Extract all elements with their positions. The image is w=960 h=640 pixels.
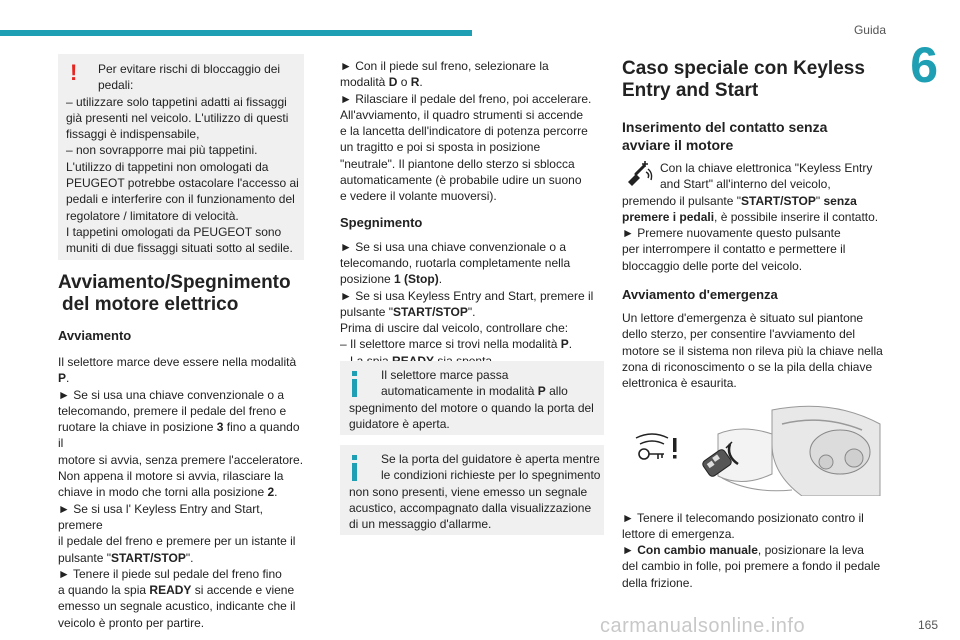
watermark: carmanualsonline.info xyxy=(600,615,806,637)
subheading-avviamento: Avviamento xyxy=(58,328,132,343)
key-signal-icon xyxy=(636,434,677,459)
section-start-stop: Avviamento/Spegnimento del motore elettrico Avviamento Il selettore marce deve essere nella modalità P. ► Se si usa una chiave convenzionale o a telecomando, premere il pedale del freno e ruotare la chiave in posizione 3 fino a quando il motore si avvia, senza premere l'acceleratore. Non appena il motore si avvia, rilasciare la chiave in modo che torni alla posizione 2. ► Se si usa l' Keyless Entry and Start, premere il pedale del freno e premere per un istante il pulsante "START/STOP". ► Tenere il piede sul pedale del freno fino a quando la spia READY si accende e viene emesso un segnale acustico, indicante che il veicolo è pronto per partire. xyxy=(58,272,304,630)
section-heading-keyless: Caso speciale con Keyless Entry and Start xyxy=(622,58,865,101)
warning-box xyxy=(58,54,304,260)
info-box-1: Il selettore marce passa automaticamente in modalità P allo spegnimento del motore o quando la porta del guidatore è aperta. xyxy=(340,361,604,435)
keyless-paragraph: Con la chiave elettronica "Keyless Entry and Start" all'interno del veicolo, premendo il pulsante "START/STOP" senza premere i pedali, è possibile inserire il contatto. ► Premere nuovamente questo pulsante per interrompere il contatto e permettere il bloccaggio delle porte del veicolo. xyxy=(622,161,879,273)
page-number: 165 xyxy=(917,618,938,632)
section-heading: Avviamento/Spegnimento del motore elettrico xyxy=(58,272,291,315)
emergency-reader-illustration xyxy=(622,404,884,496)
subheading-spegnimento: Spegnimento xyxy=(340,214,423,230)
section-title: Guida xyxy=(853,23,886,37)
warning-text: Per evitare rischi di bloccaggio dei pedali: – utilizzare solo tappetini adatti ai fissaggi già presenti nel veicolo. L'utilizzo di questi fissaggi è indispensabile, – non sovrapporre mai più tappetini. L'utilizzo di tappetini non omologati da PEUGEOT potrebbe ostacolare l'accesso ai pedali e interferire con il funzionamento del regolatore / limitatore di velocità. I tappetini omologati da PEUGEOT sono muniti di due fissaggi situati sotto al sedile. xyxy=(66,62,299,256)
subheading-inserimento: Inserimento del contatto senza avviare il motore xyxy=(622,119,828,153)
keyless-key-icon xyxy=(622,160,654,190)
warning-icon: ! xyxy=(70,60,78,85)
header-accent-bar xyxy=(0,30,472,36)
subheading-emergenza: Avviamento d'emergenza xyxy=(622,287,778,303)
paragraph: Il selettore marce deve essere nella modalità P. xyxy=(58,355,297,386)
steering-column-drawing xyxy=(698,404,884,496)
chapter-number: 6 xyxy=(910,37,938,93)
column-3: Caso speciale con Keyless Entry and Start Inserimento del contatto senza avviare il motore Con la chiave elettronica "Keyless Entry and Start" all'interno del veicolo, premendo il pulsante "START/STOP" senza premere i pedali, è possibile inserire il contatto. ► Premere nuovamente questo pulsante per interrompere il contatto e permettere il bloccaggio delle porte del veicolo. Avviamento d'emergenza Un lettore d'emergenza è situato sul piantone dello sterzo, per consentire l'avviamento del motore se il sistema non rileva più la chiave nella zona di riconoscimento o se la pila della chiave elettronica è esaurita. ► Tenere il telecomando posizionato contro il lettore di emergenza. ► Con cambio manuale, posizionare la leva del cambio in folle, poi premere a fondo il pedale della frizione. xyxy=(622,58,883,590)
info-box-2: Se la porta del guidatore è aperta mentre le condizioni richieste per lo spegnimento non sono presenti, viene emesso un segnale acustico, accompagnato dalla visualizzazione di un messaggio d'allarme. xyxy=(340,445,604,535)
column-2: ► Con il piede sul freno, selezionare la modalità D o R. ► Rilasciare il pedale del freno, poi accelerare. All'avviamento, il quadro strumenti si accende e la lancetta dell'indicatore di potenza percorre un tragitto e poi si sposta in posizione "neutrale". Il piantone dello sterzo si sblocca automaticamente (è probabile udire un suono e vedere il volante muoversi). Spegnimento ► Se si usa una chiave convenzionale o a telecomando, ruotarla completamente nella posizione 1 (Stop). ► Se si usa Keyless Entry and Start, premere il pulsante "START/STOP". Prima di uscire dal veicolo, controllare che: – Il selettore marce si trovi nella modalità P. xyxy=(340,58,606,369)
